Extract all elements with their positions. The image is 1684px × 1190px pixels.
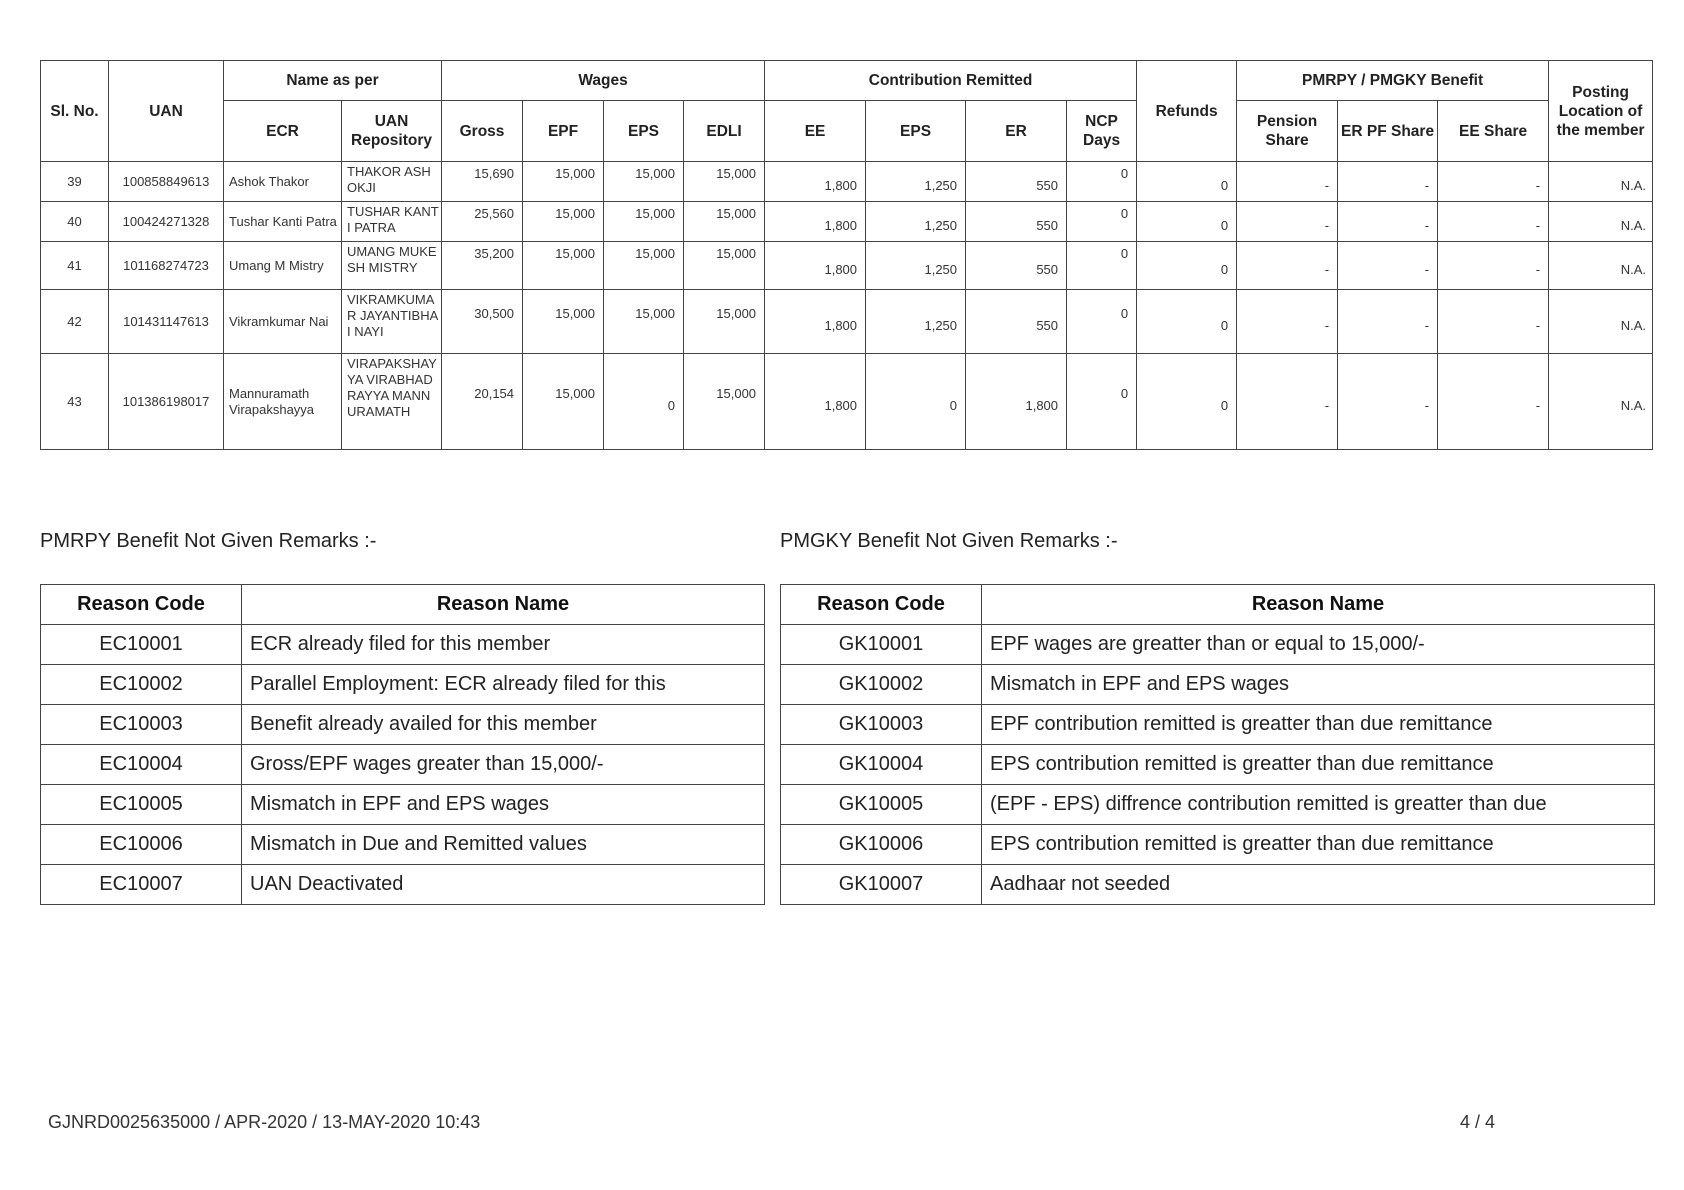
reason-code: GK10003	[781, 705, 982, 745]
cell-ncp-days: 0	[1067, 354, 1137, 450]
header-contribution-eps: EPS	[866, 101, 966, 162]
cell-sl-no: 40	[41, 202, 109, 242]
cell-ee: 1,800	[765, 242, 866, 290]
cell-ecr-name: Vikramkumar Nai	[224, 290, 342, 354]
reason-name: Mismatch in Due and Remitted values	[242, 825, 765, 865]
pmrpy-remarks-title: PMRPY Benefit Not Given Remarks :-	[40, 530, 377, 552]
table-row	[41, 665, 765, 705]
reason-code: GK10006	[781, 825, 982, 865]
reason-code: GK10002	[781, 665, 982, 705]
cell-ecr-name: Ashok Thakor	[224, 162, 342, 202]
cell-uan: 101386198017	[109, 354, 224, 450]
header-ee-share: EE Share	[1438, 101, 1549, 162]
header-ecr: ECR	[224, 101, 342, 162]
reason-name: ECR already filed for this member	[242, 625, 765, 665]
cell-contribution-eps: 1,250	[866, 242, 966, 290]
reason-code: EC10001	[41, 625, 242, 665]
cell-eps: 15,000	[604, 242, 684, 290]
cell-epf: 15,000	[523, 242, 604, 290]
header-ee: EE	[765, 101, 866, 162]
footer-reference: GJNRD0025635000 / APR-2020 / 13-MAY-2020 10:43	[48, 1112, 481, 1132]
cell-eps: 15,000	[604, 202, 684, 242]
cell-eps: 0	[604, 354, 684, 450]
cell-ee-share: -	[1438, 354, 1549, 450]
cell-uan: 100424271328	[109, 202, 224, 242]
pmgky-remarks-title: PMGKY Benefit Not Given Remarks :-	[780, 530, 1118, 552]
pmrpy-header-reason-name: Reason Name	[242, 585, 765, 625]
reason-code: GK10007	[781, 865, 982, 905]
cell-sl-no: 39	[41, 162, 109, 202]
cell-ee-share: -	[1438, 162, 1549, 202]
reason-code: EC10003	[41, 705, 242, 745]
cell-contribution-eps: 1,250	[866, 290, 966, 354]
table-row	[41, 202, 1653, 242]
reason-code: EC10002	[41, 665, 242, 705]
reason-code: EC10004	[41, 745, 242, 785]
table-row	[41, 162, 1653, 202]
cell-gross: 20,154	[442, 354, 523, 450]
header-gross: Gross	[442, 101, 523, 162]
cell-posting: N.A.	[1549, 290, 1653, 354]
cell-posting: N.A.	[1549, 162, 1653, 202]
cell-ee-share: -	[1438, 202, 1549, 242]
cell-refunds: 0	[1137, 202, 1237, 242]
reason-code: GK10005	[781, 785, 982, 825]
cell-eps: 15,000	[604, 162, 684, 202]
table-row	[41, 625, 765, 665]
table-row	[781, 745, 1655, 785]
cell-er-pf-share: -	[1338, 162, 1438, 202]
cell-uan: 101168274723	[109, 242, 224, 290]
cell-epf: 15,000	[523, 202, 604, 242]
reason-code: EC10006	[41, 825, 242, 865]
header-edli: EDLI	[684, 101, 765, 162]
cell-er-pf-share: -	[1338, 202, 1438, 242]
cell-ee: 1,800	[765, 290, 866, 354]
cell-gross: 25,560	[442, 202, 523, 242]
cell-er-pf-share: -	[1338, 290, 1438, 354]
reason-name: EPF wages are greatter than or equal to 15,000/-	[982, 625, 1655, 665]
cell-repo-name: TUSHAR KANTI PATRA	[342, 202, 442, 242]
header-posting-location: Posting Location of the member	[1549, 61, 1653, 162]
reason-name: EPS contribution remitted is greatter than due remittance	[982, 745, 1655, 785]
table-row	[41, 705, 765, 745]
header-contribution-remitted: Contribution Remitted	[765, 61, 1137, 101]
cell-repo-name: UMANG MUKESH MISTRY	[342, 242, 442, 290]
cell-refunds: 0	[1137, 162, 1237, 202]
page-number: 4 / 4	[1460, 1112, 1496, 1132]
table-row	[41, 242, 1653, 290]
table-row	[41, 745, 765, 785]
table-row	[781, 625, 1655, 665]
cell-ee: 1,800	[765, 162, 866, 202]
pmgky-reason-table	[780, 584, 1655, 905]
header-name-as-per: Name as per	[224, 61, 442, 101]
cell-epf: 15,000	[523, 290, 604, 354]
header-er: ER	[966, 101, 1067, 162]
pmrpy-reason-table	[40, 584, 765, 905]
table-row	[781, 825, 1655, 865]
cell-edli: 15,000	[684, 162, 765, 202]
cell-ncp-days: 0	[1067, 290, 1137, 354]
reason-code: EC10005	[41, 785, 242, 825]
cell-contribution-eps: 0	[866, 354, 966, 450]
table-row	[781, 705, 1655, 745]
header-er-pf-share: ER PF Share	[1338, 101, 1438, 162]
cell-posting: N.A.	[1549, 202, 1653, 242]
header-eps: EPS	[604, 101, 684, 162]
cell-ee: 1,800	[765, 202, 866, 242]
reason-code: EC10007	[41, 865, 242, 905]
table-row	[41, 290, 1653, 354]
cell-er: 550	[966, 290, 1067, 354]
cell-sl-no: 41	[41, 242, 109, 290]
reason-name: Gross/EPF wages greater than 15,000/-	[242, 745, 765, 785]
reason-name: Mismatch in EPF and EPS wages	[982, 665, 1655, 705]
cell-ncp-days: 0	[1067, 162, 1137, 202]
header-ncp-days: NCP Days	[1067, 101, 1137, 162]
cell-edli: 15,000	[684, 290, 765, 354]
cell-sl-no: 43	[41, 354, 109, 450]
cell-ncp-days: 0	[1067, 202, 1137, 242]
pmgky-header-reason-name: Reason Name	[982, 585, 1655, 625]
cell-epf: 15,000	[523, 162, 604, 202]
cell-er-pf-share: -	[1338, 354, 1438, 450]
cell-edli: 15,000	[684, 354, 765, 450]
table-row	[781, 785, 1655, 825]
pmgky-header-reason-code: Reason Code	[781, 585, 982, 625]
cell-ee-share: -	[1438, 290, 1549, 354]
reason-name: (EPF - EPS) diffrence contribution remitted is greatter than due	[982, 785, 1655, 825]
cell-epf: 15,000	[523, 354, 604, 450]
table-row	[781, 665, 1655, 705]
reason-name: Aadhaar not seeded	[982, 865, 1655, 905]
cell-sl-no: 42	[41, 290, 109, 354]
cell-gross: 15,690	[442, 162, 523, 202]
header-benefit: PMRPY / PMGKY Benefit	[1237, 61, 1549, 101]
cell-eps: 15,000	[604, 290, 684, 354]
cell-refunds: 0	[1137, 242, 1237, 290]
cell-er: 550	[966, 202, 1067, 242]
header-pension-share: Pension Share	[1237, 101, 1338, 162]
table-row	[41, 785, 765, 825]
table-row	[41, 354, 1653, 450]
cell-pension-share: -	[1237, 242, 1338, 290]
cell-posting: N.A.	[1549, 354, 1653, 450]
reason-name: Benefit already availed for this member	[242, 705, 765, 745]
cell-repo-name: VIKRAMKUMAR JAYANTIBHAI NAYI	[342, 290, 442, 354]
reason-name: Mismatch in EPF and EPS wages	[242, 785, 765, 825]
table-row	[41, 825, 765, 865]
cell-ee-share: -	[1438, 242, 1549, 290]
header-epf: EPF	[523, 101, 604, 162]
cell-pension-share: -	[1237, 202, 1338, 242]
table-row	[781, 865, 1655, 905]
reason-name: UAN Deactivated	[242, 865, 765, 905]
cell-ecr-name: Mannuramath Virapakshayya	[224, 354, 342, 450]
reason-code: GK10004	[781, 745, 982, 785]
pmrpy-header-reason-code: Reason Code	[41, 585, 242, 625]
cell-edli: 15,000	[684, 202, 765, 242]
cell-posting: N.A.	[1549, 242, 1653, 290]
cell-er: 1,800	[966, 354, 1067, 450]
cell-repo-name: THAKOR ASHOKJI	[342, 162, 442, 202]
cell-ncp-days: 0	[1067, 242, 1137, 290]
cell-er: 550	[966, 162, 1067, 202]
header-uan-repository: UAN Repository	[342, 101, 442, 162]
cell-ecr-name: Tushar Kanti Patra	[224, 202, 342, 242]
cell-contribution-eps: 1,250	[866, 202, 966, 242]
table-row	[41, 865, 765, 905]
cell-gross: 30,500	[442, 290, 523, 354]
cell-contribution-eps: 1,250	[866, 162, 966, 202]
header-refunds: Refunds	[1137, 61, 1237, 162]
cell-uan: 100858849613	[109, 162, 224, 202]
cell-ecr-name: Umang M Mistry	[224, 242, 342, 290]
cell-gross: 35,200	[442, 242, 523, 290]
cell-er-pf-share: -	[1338, 242, 1438, 290]
reason-name: EPS contribution remitted is greatter than due remittance	[982, 825, 1655, 865]
cell-refunds: 0	[1137, 354, 1237, 450]
cell-pension-share: -	[1237, 162, 1338, 202]
header-uan: UAN	[109, 61, 224, 162]
cell-er: 550	[966, 242, 1067, 290]
cell-refunds: 0	[1137, 290, 1237, 354]
header-wages: Wages	[442, 61, 765, 101]
header-sl-no: Sl. No.	[41, 61, 109, 162]
cell-ee: 1,800	[765, 354, 866, 450]
cell-repo-name: VIRAPAKSHAYYA VIRABHADRAYYA MANNURAMATH	[342, 354, 442, 450]
cell-edli: 15,000	[684, 242, 765, 290]
reason-code: GK10001	[781, 625, 982, 665]
cell-pension-share: -	[1237, 354, 1338, 450]
reason-name: EPF contribution remitted is greatter than due remittance	[982, 705, 1655, 745]
cell-uan: 101431147613	[109, 290, 224, 354]
member-contribution-table	[40, 60, 1653, 450]
cell-pension-share: -	[1237, 290, 1338, 354]
reason-name: Parallel Employment: ECR already filed for this	[242, 665, 765, 705]
